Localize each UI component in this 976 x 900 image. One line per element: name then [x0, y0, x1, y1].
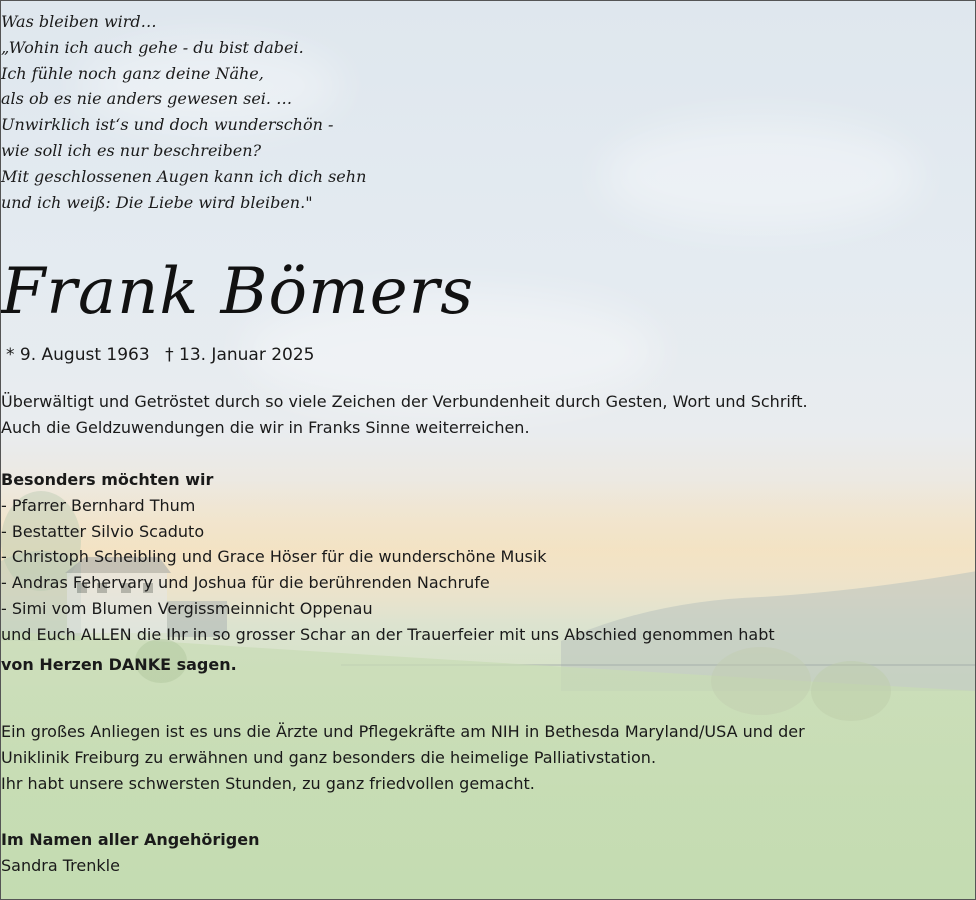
thanks-item: - Pfarrer Bernhard Thum: [1, 495, 196, 515]
intro-line: Auch die Geldzuwendungen die wir in Franks Sinne weiterreichen.: [1, 417, 530, 437]
signature-block: [1, 827, 976, 879]
deceased-name: Frank Bömers: [1, 255, 475, 329]
care-line: Ein großes Anliegen ist es uns die Ärzte und Pflegekräfte am NIH in Bethesda Maryland/USA und der: [1, 722, 805, 741]
poem-line: Was bleiben wird…: [1, 12, 157, 31]
poem-line: Unwirklich ist‘s und doch wunderschön -: [1, 115, 334, 135]
poem: [1, 9, 976, 215]
thanks-section: [1, 467, 976, 677]
life-dates: [1, 341, 976, 369]
thanks-item: - Bestatter Silvio Scaduto: [1, 521, 205, 541]
intro-line: Überwältigt und Getröstet durch so viele Zeichen der Verbundenheit durch Gesten, Wort und Schrift.: [1, 392, 808, 411]
thanks-all-line: und Euch ALLEN die Ihr in so grosser Schar an der Trauerfeier mit uns Abschied genommen habt: [1, 624, 775, 644]
death-date: † 13. Januar 2025: [165, 345, 315, 365]
thanks-item: - Christoph Scheibling und Grace Höser für die wunderschöne Musik: [1, 547, 547, 567]
poem-line: und ich weiß: Die Liebe wird bleiben.": [1, 192, 313, 212]
thanks-closing: von Herzen DANKE sagen.: [1, 654, 237, 674]
poem-line: als ob es nie anders gewesen sei. …: [1, 89, 293, 109]
poem-line: Ich fühle noch ganz deine Nähe,: [1, 63, 264, 83]
thanks-item: - Andras Fehervary und Joshua für die berührenden Nachrufe: [1, 573, 490, 593]
birth-date: * 9. August 1963: [6, 345, 150, 365]
thanks-heading: Besonders möchten wir: [1, 470, 214, 489]
signature-name: Sandra Trenkle: [1, 855, 120, 875]
care-line: Uniklinik Freiburg zu erwähnen und ganz besonders die heimelige Palliativstation.: [1, 747, 657, 767]
intro-paragraph: [1, 389, 976, 441]
care-line: Ihr habt unsere schwersten Stunden, zu ganz friedvollen gemacht.: [1, 773, 535, 793]
care-paragraph: [1, 719, 976, 796]
signature-heading: Im Namen aller Angehörigen: [1, 830, 260, 849]
poem-line: wie soll ich es nur beschreiben?: [1, 140, 262, 160]
poem-line: „Wohin ich auch gehe - du bist dabei.: [1, 37, 304, 57]
poem-line: Mit geschlossenen Augen kann ich dich sehn: [1, 166, 367, 186]
thanks-item: - Simi vom Blumen Vergissmeinnicht Oppenau: [1, 598, 373, 618]
